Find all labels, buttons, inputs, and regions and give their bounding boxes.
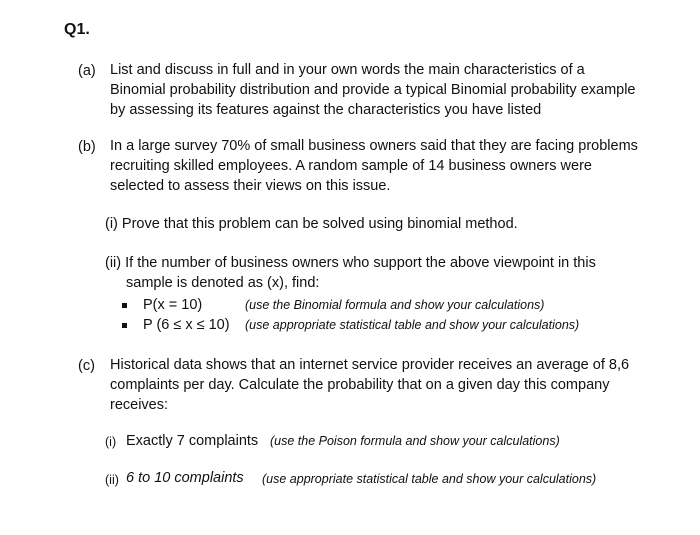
part-a-line-2: Binomial probability distribution and provide a typical Binomial probability example	[110, 82, 636, 98]
part-c-sub-ii-note: (use appropriate statistical table and show your calculations)	[262, 472, 597, 486]
part-b-sub-ii-line-1: (ii) If the number of business owners who support the above viewpoint in this	[105, 255, 596, 271]
part-b-line-2: recruiting skilled employees. A random sample of 14 business owners were	[110, 158, 592, 174]
part-a-label: (a)	[78, 63, 96, 79]
part-c-sub-i-label: (i)	[105, 435, 117, 449]
bullet-1-note: (use the Binomial formula and show your calculations)	[245, 298, 545, 312]
part-c-sub-ii-label: (ii)	[105, 473, 119, 487]
part-b-label: (b)	[78, 139, 96, 155]
bullet-2-expr: P (6 ≤ x ≤ 10)	[143, 317, 230, 333]
part-b-line-1: In a large survey 70% of small business owners said that they are facing problems	[110, 138, 638, 154]
part-c-label: (c)	[78, 358, 95, 374]
question-title: Q1.	[64, 21, 90, 38]
bullet-square-icon	[122, 303, 127, 308]
part-b-sub-i: (i) Prove that this problem can be solved using binomial method.	[105, 216, 518, 232]
part-c-sub-i-text: Exactly 7 complaints	[126, 433, 259, 449]
part-c-sub-ii-text: 6 to 10 complaints	[126, 470, 244, 486]
part-b-line-3: selected to assess their views on this issue.	[110, 178, 391, 194]
part-b-sub-ii-line-2: sample is denoted as (x), find:	[126, 275, 320, 291]
bullet-square-icon	[122, 323, 127, 328]
part-c-line-3: receives:	[110, 397, 169, 413]
part-a-line-3: by assessing its features against the characteristics you have listed	[110, 102, 542, 118]
bullet-1-expr: P(x = 10)	[143, 297, 203, 313]
part-c-sub-i-note: (use the Poison formula and show your calculations)	[270, 434, 560, 448]
part-a-line-1: List and discuss in full and in your own words the main characteristics of a	[110, 62, 585, 78]
part-c-line-2: complaints per day. Calculate the probability that on a given day this company	[110, 377, 610, 393]
bullet-2-note: (use appropriate statistical table and show your calculations)	[245, 318, 580, 332]
part-c-line-1: Historical data shows that an internet service provider receives an average of 8,6	[110, 357, 630, 373]
